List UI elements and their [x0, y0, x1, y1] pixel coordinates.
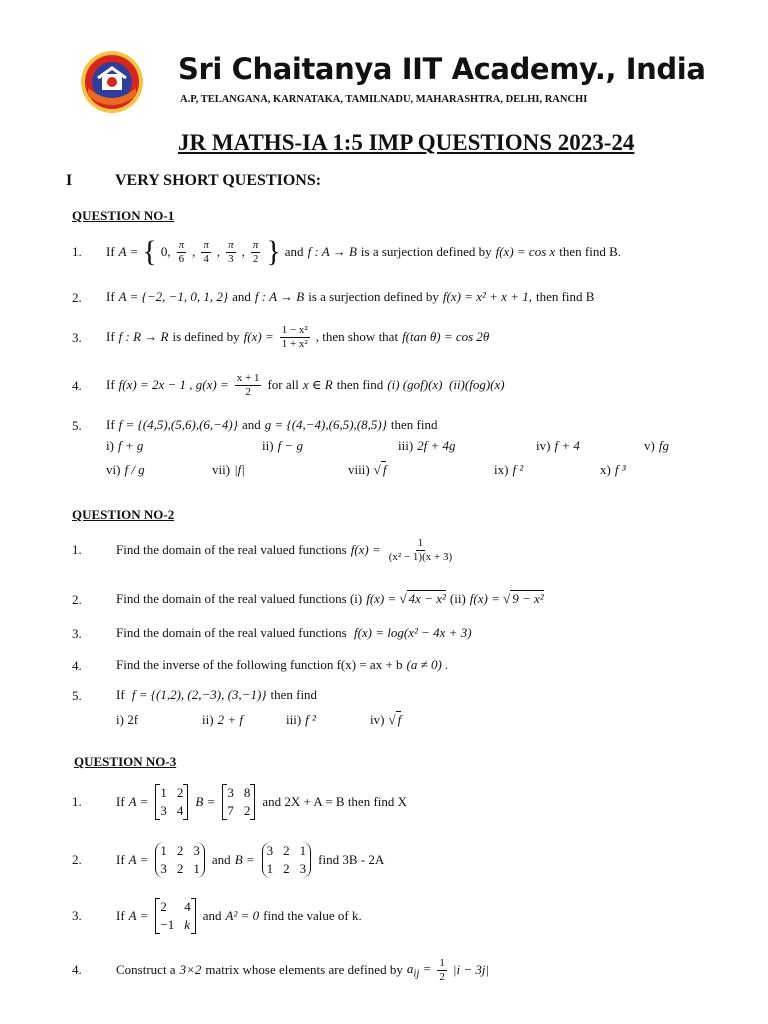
- matrix-b: 3 8 7 2: [222, 784, 255, 820]
- q3-item-4-number: 4.: [72, 962, 82, 977]
- q1-subpart-4: iv) f + 4: [536, 438, 580, 453]
- q1-item-1: If A = { 0, $\frac{\pi}{6}$ , $\frac{\pi}{4}$ , $\frac{\pi}{3}$ , $\frac{\pi}{2}$ } and f : A → B is a surjection defined by f(x) = cos x then find B.: [106, 235, 622, 268]
- q1-subpart-5: v) fg: [644, 438, 669, 453]
- q3-item-1-number: 1.: [72, 794, 82, 809]
- q3-item-4: Construct a 3×2 matrix whose elements are defined by $a_{ij}$ = $\frac{1}{2}$ |i − 3j|: [116, 957, 490, 983]
- q1-item-3: If f : R → R is defined by f(x) = $\frac{\text{1 − x²}}{\text{1 + x²}}$ , then show that f(tan θ) = cos 2θ: [106, 324, 490, 350]
- q2-item-4: Find the inverse of the following function f(x) = ax + b (a ≠ 0) .: [116, 657, 449, 672]
- q3-item-2-number: 2.: [72, 852, 82, 867]
- q1-subpart-9: ix) f ²: [494, 462, 524, 477]
- q1-item-5: If f = {(4,5),(5,6),(6,−4)} and g = {(4,−4),(6,5),(8,5)} then find: [106, 417, 438, 432]
- q2-item-5: If f = {(1,2), (2,−3), (3,−1)} then find: [116, 687, 318, 702]
- math: A =: [118, 244, 139, 259]
- q1-subpart-7: vii) |f|: [212, 462, 245, 477]
- q2-subpart-3: iii) f ²: [286, 712, 316, 727]
- q3-item-1: If A = 1 2 3 4 B = 3 8 7 2 and 2X + A = B then find X: [116, 785, 408, 818]
- q2-item-3: Find the domain of the real valued functions f(x) = log(x² − 4x + 3): [116, 625, 472, 640]
- q1-item-1-number: 1.: [72, 244, 82, 259]
- question-2-heading: QUESTION NO-2: [72, 507, 175, 522]
- q2-item-1-number: 1.: [72, 542, 82, 557]
- q2-item-2: Find the domain of the real valued functions (i) f(x) = √ 4x − x² (ii) f(x) = √ 9 − x²: [116, 591, 544, 606]
- q1-item-4: If f(x) = 2x − 1 , g(x) = $\frac{x + 1}{2}$ for all x ∈ R then find (i) (gof)(x) (ii)(fog)(x): [106, 372, 505, 398]
- q1-subpart-6: vi) f / g: [106, 462, 145, 477]
- q2-item-4-number: 4.: [72, 658, 82, 673]
- q3-item-3: If A = 2 4 −1 k and A² = 0 find the value of k.: [116, 899, 362, 932]
- q2-item-3-number: 3.: [72, 626, 82, 641]
- q1-subpart-10: x) f ³: [600, 462, 626, 477]
- academy-logo: [78, 48, 146, 116]
- q2-item-5-number: 5.: [72, 688, 82, 703]
- q1-item-4-number: 4.: [72, 378, 82, 393]
- q1-subpart-1: i) f + g: [106, 438, 144, 453]
- q3-item-3-number: 3.: [72, 908, 82, 923]
- q2-item-1: Find the domain of the real valued functions f(x) = $\frac{1}{\text{(x² − 1)(x + 3)}}$: [116, 537, 453, 563]
- document-title: JR MATHS-IA 1:5 IMP QUESTIONS 2023-24: [178, 130, 635, 155]
- matrix-a: 1 2 3 3 2 1: [155, 842, 205, 878]
- question-1-heading: QUESTION NO-1: [72, 208, 175, 223]
- q1-item-2-number: 2.: [72, 290, 82, 305]
- q2-subpart-1: i) 2f: [116, 712, 139, 727]
- q1-item-5-number: 5.: [72, 418, 82, 433]
- matrix-b: 3 2 1 1 2 3: [262, 842, 312, 878]
- section-number: I: [66, 172, 73, 189]
- q2-subpart-2: ii) 2 + f: [202, 712, 243, 727]
- brand-title: Sri Chaitanya IIT Academy., India: [178, 52, 706, 86]
- q2-subpart-4: iv) √ f: [370, 712, 402, 727]
- q1-subpart-8: viii) √ f: [348, 462, 387, 477]
- q1-item-2: If A = {−2, −1, 0, 1, 2} and f : A → B is a surjection defined by f(x) = x² + x + 1, then find B: [106, 289, 595, 304]
- q1-subpart-3: iii) 2f + 4g: [398, 438, 456, 453]
- question-3-heading: QUESTION NO-3: [74, 754, 177, 769]
- q3-item-2: If A = 1 2 3 3 2 1 and B = 3 2 1 1 2 3 find 3B - 2A: [116, 843, 385, 876]
- matrix-a: 2 4 −1 k: [155, 898, 195, 934]
- q2-item-2-number: 2.: [72, 592, 82, 607]
- brand-subtitle: A.P, TELANGANA, KARNATAKA, TAMILNADU, MAHARASHTRA, DELHI, RANCHI: [180, 94, 588, 105]
- q1-subpart-2: ii) f − g: [262, 438, 303, 453]
- matrix-a: 1 2 3 4: [155, 784, 188, 820]
- q1-item-3-number: 3.: [72, 330, 82, 345]
- section-title: VERY SHORT QUESTIONS:: [115, 172, 322, 189]
